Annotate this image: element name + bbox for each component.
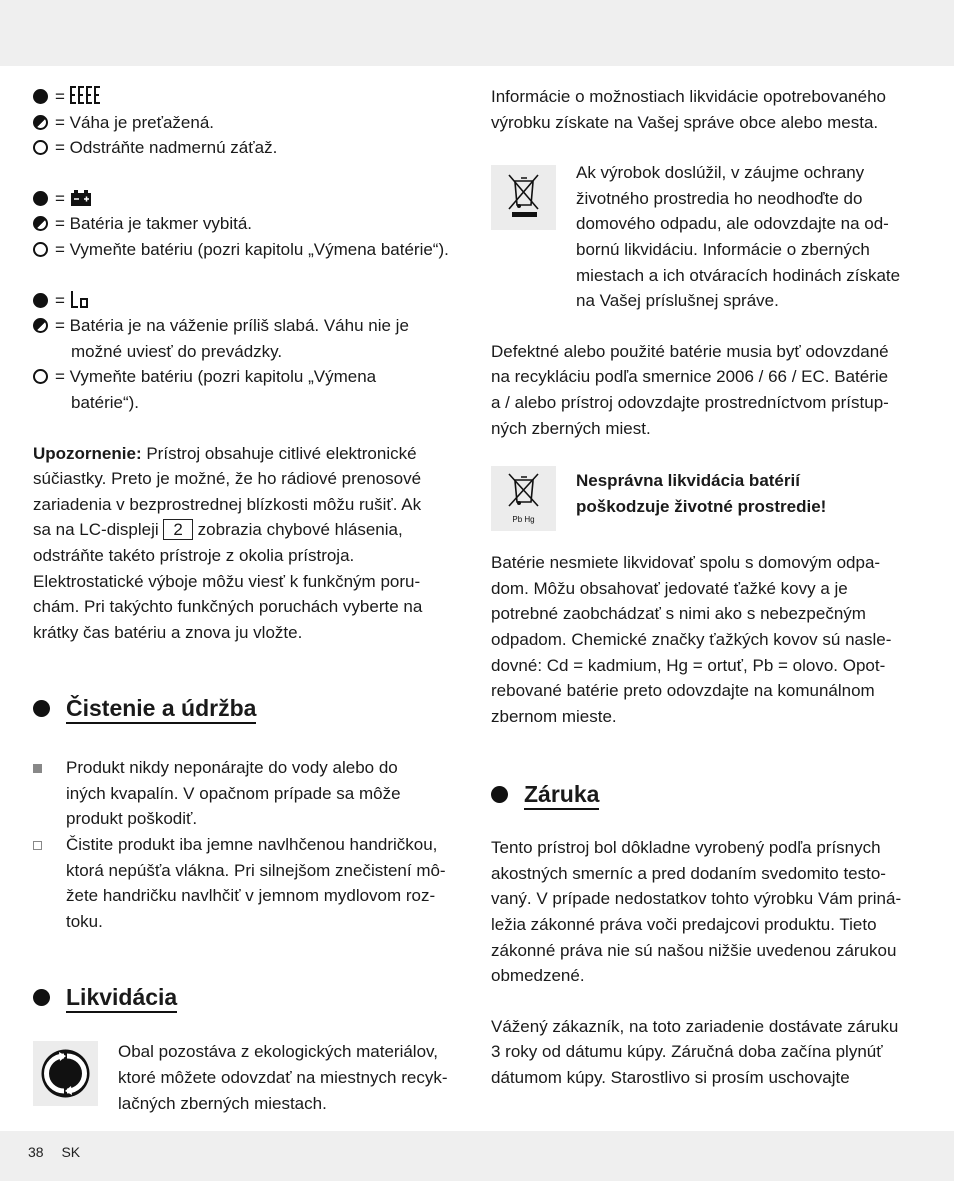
weee-text: miestach a ich otváracích hodinách získate [576,265,901,285]
equals-sign: = [55,188,65,208]
warning-text: sa na LC-displeji [33,520,159,540]
weee-text: životného prostredia ho neodhoďte do [576,188,863,208]
list-text: iných kvapalín. V opačnom prípade sa môže [66,783,401,803]
battery-warning-block [491,466,926,532]
warning-text: zariadenia v bezprostrednej blízkosti môžu rušiť. Ak [33,494,422,514]
crossed-out-bin-battery-icon [491,466,556,531]
filled-circle-icon [33,191,48,206]
batteries-text: a / alebo prístroj odovzdajte prostredníctvom prístup- [491,392,889,412]
warning-text: súčiastky. Preto je možné, že ho rádiové prenosové [33,469,422,489]
lcd-eeee-icon [70,85,104,105]
equals-sign: = [55,290,65,310]
batteries-text: Defektné alebo použité batérie musia byť odovzdané [491,341,889,361]
weee-block [491,160,926,314]
warning-text: chám. Pri takýchto funkčných poruchách vyberte na [33,597,423,617]
list-text: ktorá nepúšťa vlákna. Pri silnejšom znečistení mô- [66,860,446,880]
warning-text: Elektrostatické výboje môžu viesť k funkčným poru- [33,571,421,591]
battery-text: potrebné zaobchádzať s nimi ako s nebezpečným [491,604,866,624]
legend-text: = Váha je preťažená. [55,112,215,132]
list-text: žete handričku navlhčiť v jemnom mydlovom roz- [66,886,436,906]
heading-bullet-icon [33,989,50,1006]
legend-row [33,110,463,136]
list-text: Produkt nikdy neponárajte do vody alebo do [66,758,398,778]
warranty-text: dátumom kúpy. Starostlivo si prosím uschovajte [491,1068,850,1088]
legend-text: = Odstráňte nadmernú záťaž. [55,138,278,158]
battery-text: odpadom. Chemické značky ťažkých kovov sú nasle- [491,629,892,649]
legend-row [33,237,463,263]
battery-text: zbernom mieste. [491,706,617,726]
half-filled-circle-icon [33,318,48,333]
header-band [0,0,954,66]
warning-text: zobrazia chybové hlásenia, [197,520,403,540]
batteries-text: ných zberných miest. [491,418,651,438]
empty-circle-icon [33,140,48,155]
legend-row-eeee [33,84,463,110]
list-text: toku. [66,911,103,931]
list-item [33,755,463,832]
packaging-block [33,1039,463,1116]
legend-row-battery [33,186,463,212]
right-column [491,84,926,1091]
warning-text: Prístroj obsahuje citlivé elektronické [146,443,417,463]
legend-text-cont: batérie“). [71,392,140,412]
battery-warning-text: Nesprávna likvidácia batérií [576,471,800,491]
list-text: Čistite produkt iba jemne navlhčenou handričkou, [66,835,438,855]
battery-text: dovné: Cd = kadmium, Hg = ortuť, Pb = olovo. Opot- [491,655,886,675]
warranty-text: akostných smerníc a pred dodaním svedomito testo- [491,863,886,883]
half-filled-circle-icon [33,216,48,231]
legend-row-lo [33,288,463,314]
footer-band [0,1131,954,1181]
weee-text: Ak výrobok doslúžil, v záujme ochrany [576,163,865,183]
packaging-text: lačných zberných miestach. [118,1093,327,1113]
heading-bullet-icon [33,700,50,717]
half-filled-circle-icon [33,115,48,130]
legend-row [33,364,463,390]
left-column [33,84,463,1116]
warranty-text: obmedzené. [491,966,585,986]
section-title: Záruka [524,781,599,810]
weee-text: bornú likvidáciu. Informácie o zberných [576,239,870,259]
warning-text: odstráňte takéto prístroje z okolia prístroja. [33,545,355,565]
legend-row [33,313,463,339]
batteries-text: na recykláciu podľa smernice 2006 / 66 / EC. Batérie [491,367,889,387]
page-footer [28,1140,94,1166]
disposal-info-text: výrobku získate na Vašej správe obce alebo mesta. [491,112,879,132]
list-item [33,832,463,934]
empty-circle-icon [33,242,48,257]
heading-bullet-icon [491,786,508,803]
warning-paragraph [33,441,463,646]
battery-text: dom. Môžu obsahovať jedovaté ťažké kovy a je [491,578,848,598]
warranty-text: vaný. V prípade nedostatkov tohto výrobku Vám priná- [491,889,902,909]
warranty-text: Tento prístroj bol dôkladne vyrobený podľa prísnych [491,838,881,858]
warning-text: krátky čas batériu a znova ju vložte. [33,622,303,642]
legend-text: = Vymeňte batériu (pozri kapitolu „Výmena [55,367,377,387]
packaging-text: ktoré môžete odovzdať na miestnych recyk- [118,1068,448,1088]
lcd-display-ref: 2 [163,519,192,540]
filled-circle-icon [33,89,48,104]
packaging-text: Obal pozostáva z ekologických materiálov, [118,1042,439,1062]
battery-warning-text: poškodzuje životné prostredie! [576,496,827,516]
warranty-text: ležia zákonné práva voči predajcovi produktu. Tieto [491,915,877,935]
legend-row [33,211,463,237]
section-heading-disposal [33,982,463,1012]
square-outline-bullet-icon [33,841,42,850]
warranty-text: 3 roky od dátumu kúpy. Záručná doba začína plynúť [491,1042,883,1062]
green-dot-recycling-icon [33,1041,98,1106]
legend-text: = Batéria je takmer vybitá. [55,214,253,234]
list-text: produkt poškodiť. [66,809,198,829]
warranty-text: zákonné práva nie sú našou nižšie uvedenou zárukou [491,940,897,960]
legend-text-cont: možné uviesť do prevádzky. [71,341,283,361]
warranty-text: Vážený zákazník, na toto zariadenie dostávate záruku [491,1016,899,1036]
weee-text: na Vašej príslušnej správe. [576,291,779,311]
legend-text: = Vymeňte batériu (pozri kapitolu „Výmena batérie“). [55,239,449,259]
section-title: Čistenie a údržba [66,695,256,724]
page-number: 38 [28,1144,44,1160]
legend-row [33,135,463,161]
square-bullet-icon [33,764,42,773]
section-heading-cleaning [33,693,463,723]
disposal-info-text: Informácie o možnostiach likvidácie opotrebovaného [491,87,887,106]
legend-text: = Batéria je na váženie príliš slabá. Váhu nie je [55,316,409,336]
battery-text: rebované batérie preto odovzdajte na komunálnom [491,681,875,701]
filled-circle-icon [33,293,48,308]
crossed-out-bin-icon [491,165,556,230]
language-code: SK [61,1144,81,1160]
weee-text: domového odpadu, ale odovzdajte na od- [576,214,889,234]
empty-circle-icon [33,369,48,384]
warning-label: Upozornenie: [33,443,142,463]
battery-icon-label: Pb Hg [512,515,535,525]
battery-text: Batérie nesmiete likvidovať spolu s domovým odpa- [491,553,881,573]
section-heading-warranty [491,779,926,809]
equals-sign: = [55,87,65,106]
lcd-lo-icon [70,289,90,309]
battery-icon [70,189,92,207]
section-title: Likvidácia [66,984,177,1013]
